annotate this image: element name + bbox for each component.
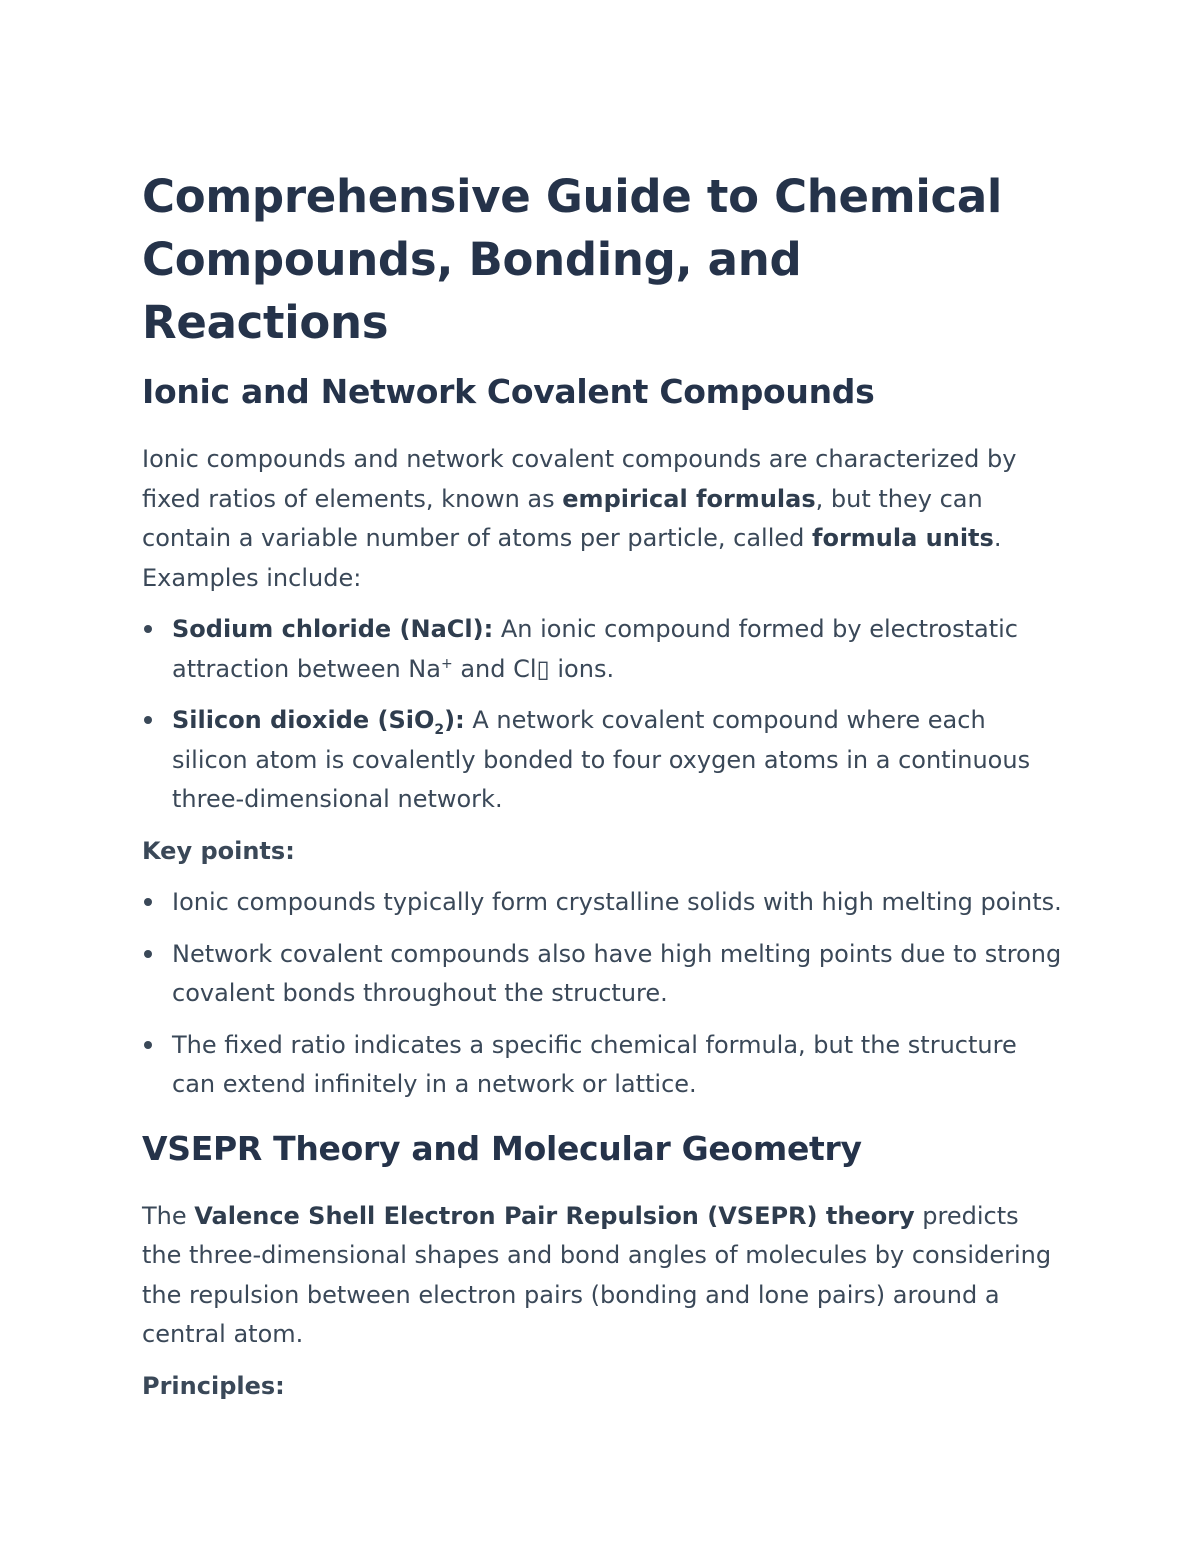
intro-text: predicts the three-dimensional shapes and bond angles of molecules by considering the repulsion between electron pairs (bonding and lone pairs) around a central atom. [142,1201,1052,1348]
intro-text: The [142,1201,195,1230]
subscript-count: 2 [434,721,445,738]
key-points-label: Key points: [142,836,295,865]
bullet-icon [144,950,152,958]
principles-label: Principles: [142,1371,285,1400]
bullet-icon [144,625,152,633]
examples-list [142,610,1062,820]
list-item [142,1026,1062,1105]
example-term: Silicon dioxide (SiO$_2$): [172,706,465,738]
section-heading-ionic-network: Ionic and Network Covalent Compounds [142,372,875,411]
section-intro-paragraph [142,440,1062,598]
bullet-icon [144,716,152,724]
list-item [142,883,1062,923]
intro-text: Ionic compounds and network covalent compounds are characterized by fixed ratios of elements, known as [142,445,1017,513]
bullet-icon [144,898,152,906]
key-point-text: Ionic compounds typically form crystalline solids with high melting points. [172,888,1062,916]
vsepr-intro-paragraph [142,1197,1062,1355]
term-formula-units: formula units [812,524,994,552]
example-term: Sodium chloride (NaCl): [172,615,494,643]
document-title: Comprehensive Guide to Chemical Compounds, Bonding, and Reactions [142,170,1003,349]
bullet-icon [144,1041,152,1049]
document-page [142,165,1062,1406]
list-item [142,701,1062,820]
key-point-text: The fixed ratio indicates a specific chemical formula, but the structure can extend infinitely in a network or lattice. [172,1030,1017,1098]
section-heading-vsepr: VSEPR Theory and Molecular Geometry [142,1128,862,1168]
example-description: A network covalent compound where each silicon atom is covalently bonded to four oxygen atoms in a continuous three-dimensional network. [172,706,1031,813]
example-description: An ionic compound formed by electrostatic attraction between Na [172,615,1018,683]
intro-text: . Examples include: [142,524,1002,592]
key-point-text: Network covalent compounds also have high melting points due to strong covalent bonds throughout the structure. [172,939,1062,1007]
term-empirical-formulas: empirical formulas [562,484,816,513]
example-description: and Cl▯ ions. [452,654,615,683]
list-item [142,610,1062,689]
list-item [142,935,1062,1014]
key-points-list [142,883,1062,1105]
superscript-charge: + [440,655,453,672]
intro-text: , but they can contain a variable number of atoms per particle, called [142,484,983,552]
term-vsepr-theory: Valence Shell Electron Pair Repulsion (VSEPR) theory [194,1201,915,1230]
